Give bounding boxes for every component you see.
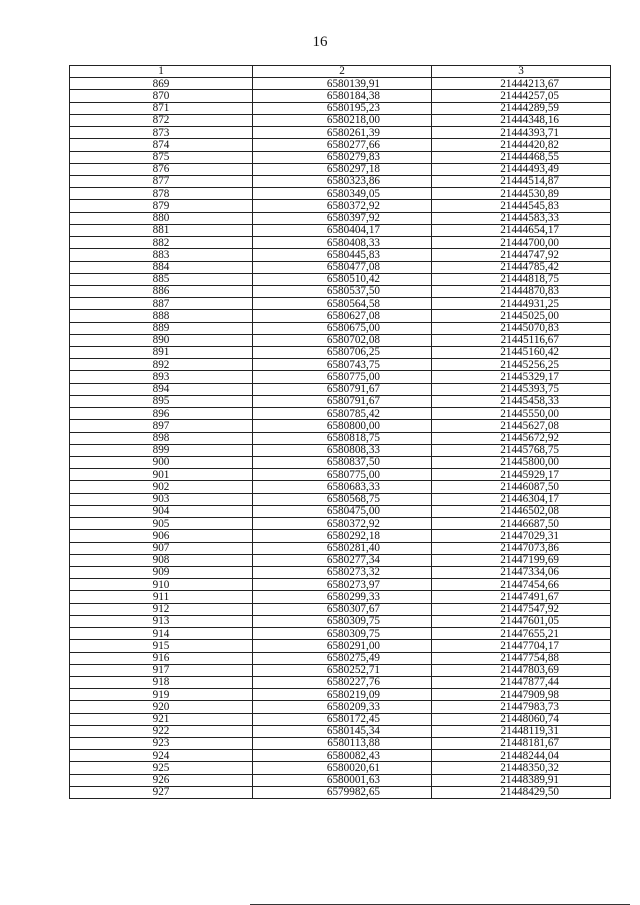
point-number-cell: 880 [70, 212, 253, 224]
point-number-cell: 872 [70, 114, 253, 126]
coordinate-x-cell: 6580172,45 [253, 713, 432, 725]
coordinate-y-cell: 21448060,74 [432, 713, 611, 725]
point-number-cell: 892 [70, 359, 253, 371]
table-row [70, 322, 611, 334]
point-number-cell: 916 [70, 652, 253, 664]
table-row [70, 408, 611, 420]
table-row [70, 664, 611, 676]
point-number-cell: 870 [70, 90, 253, 102]
coordinate-x-cell: 6580139,91 [253, 78, 432, 90]
point-number-cell: 875 [70, 151, 253, 163]
coordinate-y-cell: 21444931,25 [432, 298, 611, 310]
point-number-cell: 877 [70, 175, 253, 187]
coordinate-x-cell: 6580510,42 [253, 273, 432, 285]
point-number-cell: 921 [70, 713, 253, 725]
coordinate-x-cell: 6580309,75 [253, 615, 432, 627]
coordinate-y-cell: 21447199,69 [432, 554, 611, 566]
point-number-cell: 897 [70, 420, 253, 432]
point-number-cell: 919 [70, 689, 253, 701]
table-row [70, 530, 611, 542]
coordinate-x-cell: 6580683,33 [253, 481, 432, 493]
table-row [70, 175, 611, 187]
coordinate-x-cell: 6580277,66 [253, 139, 432, 151]
coordinate-y-cell: 21445458,33 [432, 395, 611, 407]
coordinate-y-cell: 21444785,42 [432, 261, 611, 273]
table-row [70, 554, 611, 566]
coordinate-x-cell: 6580675,00 [253, 322, 432, 334]
coordinate-x-cell: 6580775,00 [253, 371, 432, 383]
point-number-cell: 893 [70, 371, 253, 383]
point-number-cell: 891 [70, 347, 253, 359]
coordinate-y-cell: 21447029,31 [432, 530, 611, 542]
column-header-1: 1 [70, 66, 253, 78]
point-number-cell: 890 [70, 334, 253, 346]
table-row [70, 518, 611, 530]
table-row [70, 310, 611, 322]
point-number-cell: 925 [70, 762, 253, 774]
coordinate-y-cell: 21447754,88 [432, 652, 611, 664]
table-row [70, 237, 611, 249]
coordinate-x-cell: 6580291,00 [253, 640, 432, 652]
coordinate-y-cell: 21447454,66 [432, 579, 611, 591]
point-number-cell: 923 [70, 738, 253, 750]
coordinate-y-cell: 21444468,55 [432, 151, 611, 163]
coordinate-y-cell: 21447655,21 [432, 628, 611, 640]
coordinate-y-cell: 21447704,17 [432, 640, 611, 652]
point-number-cell: 924 [70, 750, 253, 762]
coordinate-y-cell: 21445160,42 [432, 347, 611, 359]
point-number-cell: 894 [70, 383, 253, 395]
coordinate-x-cell: 6580209,33 [253, 701, 432, 713]
point-number-cell: 871 [70, 102, 253, 114]
coordinate-x-cell: 6580292,18 [253, 530, 432, 542]
table-row [70, 603, 611, 615]
coordinate-y-cell: 21447547,92 [432, 603, 611, 615]
coordinate-y-cell: 21445627,08 [432, 420, 611, 432]
coordinate-x-cell: 6580307,67 [253, 603, 432, 615]
point-number-cell: 882 [70, 237, 253, 249]
coordinate-y-cell: 21447601,05 [432, 615, 611, 627]
coordinate-x-cell: 6580309,75 [253, 628, 432, 640]
table-row [70, 114, 611, 126]
coordinates-table [69, 65, 611, 799]
table-row [70, 90, 611, 102]
coordinate-y-cell: 21447909,98 [432, 689, 611, 701]
table-row [70, 505, 611, 517]
table-row [70, 628, 611, 640]
point-number-cell: 911 [70, 591, 253, 603]
coordinate-x-cell: 6580279,83 [253, 151, 432, 163]
coordinate-x-cell: 6580261,39 [253, 127, 432, 139]
point-number-cell: 881 [70, 224, 253, 236]
point-number-cell: 886 [70, 285, 253, 297]
point-number-cell: 918 [70, 676, 253, 688]
point-number-cell: 873 [70, 127, 253, 139]
table-row [70, 371, 611, 383]
table-row [70, 285, 611, 297]
table-row [70, 701, 611, 713]
coordinate-y-cell: 21444213,67 [432, 78, 611, 90]
point-number-cell: 920 [70, 701, 253, 713]
coordinate-y-cell: 21444654,17 [432, 224, 611, 236]
table-row [70, 151, 611, 163]
coordinate-y-cell: 21446087,50 [432, 481, 611, 493]
table-row [70, 212, 611, 224]
coordinate-y-cell: 21448429,50 [432, 786, 611, 798]
table-row [70, 127, 611, 139]
table-row [70, 566, 611, 578]
table-row [70, 481, 611, 493]
table-row [70, 615, 611, 627]
column-header-2: 2 [253, 66, 432, 78]
coordinate-y-cell: 21445800,00 [432, 457, 611, 469]
coordinate-y-cell: 21445329,17 [432, 371, 611, 383]
table-row [70, 359, 611, 371]
coordinate-x-cell: 6580297,18 [253, 163, 432, 175]
coordinate-y-cell: 21445025,00 [432, 310, 611, 322]
coordinate-x-cell: 6580702,08 [253, 334, 432, 346]
table-row [70, 786, 611, 798]
point-number-cell: 914 [70, 628, 253, 640]
table-row [70, 102, 611, 114]
point-number-cell: 909 [70, 566, 253, 578]
coordinate-y-cell: 21444818,75 [432, 273, 611, 285]
point-number-cell: 889 [70, 322, 253, 334]
coordinate-y-cell: 21446687,50 [432, 518, 611, 530]
coordinate-x-cell: 6580408,33 [253, 237, 432, 249]
point-number-cell: 879 [70, 200, 253, 212]
table-row [70, 200, 611, 212]
table-row [70, 78, 611, 90]
coordinate-y-cell: 21447983,73 [432, 701, 611, 713]
point-number-cell: 899 [70, 444, 253, 456]
table-row [70, 444, 611, 456]
coordinate-x-cell: 6580372,92 [253, 200, 432, 212]
coordinate-x-cell: 6580372,92 [253, 518, 432, 530]
coordinate-x-cell: 6580273,32 [253, 566, 432, 578]
table-row [70, 774, 611, 786]
coordinate-x-cell: 6580227,76 [253, 676, 432, 688]
coordinate-y-cell: 21446304,17 [432, 493, 611, 505]
point-number-cell: 900 [70, 457, 253, 469]
coordinate-x-cell: 6580564,58 [253, 298, 432, 310]
point-number-cell: 906 [70, 530, 253, 542]
coordinate-y-cell: 21445929,17 [432, 469, 611, 481]
coordinate-y-cell: 21447491,67 [432, 591, 611, 603]
point-number-cell: 927 [70, 786, 253, 798]
point-number-cell: 874 [70, 139, 253, 151]
coordinate-y-cell: 21448244,04 [432, 750, 611, 762]
point-number-cell: 904 [70, 505, 253, 517]
coordinate-x-cell: 6580785,42 [253, 408, 432, 420]
coordinate-x-cell: 6580219,09 [253, 689, 432, 701]
coordinate-x-cell: 6580299,33 [253, 591, 432, 603]
table-row [70, 640, 611, 652]
coordinate-y-cell: 21448181,67 [432, 738, 611, 750]
coordinate-y-cell: 21444257,05 [432, 90, 611, 102]
coordinate-x-cell: 6580404,17 [253, 224, 432, 236]
coordinate-x-cell: 6580800,00 [253, 420, 432, 432]
coordinate-x-cell: 6580195,23 [253, 102, 432, 114]
coordinate-y-cell: 21444348,16 [432, 114, 611, 126]
coordinate-x-cell: 6580349,05 [253, 188, 432, 200]
table-row [70, 298, 611, 310]
coordinate-y-cell: 21444420,82 [432, 139, 611, 151]
coordinate-x-cell: 6580837,50 [253, 457, 432, 469]
coordinate-y-cell: 21447073,86 [432, 542, 611, 554]
coordinate-y-cell: 21444870,83 [432, 285, 611, 297]
table-row [70, 469, 611, 481]
table-row [70, 457, 611, 469]
coordinate-y-cell: 21445116,67 [432, 334, 611, 346]
table-row [70, 591, 611, 603]
point-number-cell: 903 [70, 493, 253, 505]
point-number-cell: 883 [70, 249, 253, 261]
coordinate-y-cell: 21445550,00 [432, 408, 611, 420]
coordinate-y-cell: 21444747,92 [432, 249, 611, 261]
table-body [70, 78, 611, 799]
coordinate-y-cell: 21448119,31 [432, 725, 611, 737]
point-number-cell: 898 [70, 432, 253, 444]
coordinate-x-cell: 6580323,86 [253, 175, 432, 187]
coordinate-y-cell: 21447334,06 [432, 566, 611, 578]
coordinate-x-cell: 6580706,25 [253, 347, 432, 359]
point-number-cell: 885 [70, 273, 253, 285]
page-number: 16 [312, 34, 328, 50]
point-number-cell: 902 [70, 481, 253, 493]
coordinate-x-cell: 6580218,00 [253, 114, 432, 126]
point-number-cell: 901 [70, 469, 253, 481]
table-row [70, 334, 611, 346]
table-row [70, 750, 611, 762]
point-number-cell: 912 [70, 603, 253, 615]
coordinate-y-cell: 21444393,71 [432, 127, 611, 139]
table-row [70, 383, 611, 395]
table-row [70, 163, 611, 175]
coordinate-y-cell: 21448350,32 [432, 762, 611, 774]
table-row [70, 579, 611, 591]
point-number-cell: 907 [70, 542, 253, 554]
coordinate-x-cell: 6580627,08 [253, 310, 432, 322]
table-row [70, 224, 611, 236]
coordinate-y-cell: 21445256,25 [432, 359, 611, 371]
point-number-cell: 896 [70, 408, 253, 420]
table-row [70, 689, 611, 701]
coordinate-x-cell: 6580184,38 [253, 90, 432, 102]
table-row [70, 420, 611, 432]
point-number-cell: 915 [70, 640, 253, 652]
coordinate-y-cell: 21444530,89 [432, 188, 611, 200]
point-number-cell: 869 [70, 78, 253, 90]
table-row [70, 261, 611, 273]
coordinate-x-cell: 6580281,40 [253, 542, 432, 554]
coordinate-x-cell: 6580252,71 [253, 664, 432, 676]
coordinate-x-cell: 6580145,34 [253, 725, 432, 737]
point-number-cell: 910 [70, 579, 253, 591]
table-row [70, 762, 611, 774]
table-row [70, 139, 611, 151]
coordinate-x-cell: 6580818,75 [253, 432, 432, 444]
coordinate-y-cell: 21445393,75 [432, 383, 611, 395]
point-number-cell: 876 [70, 163, 253, 175]
coordinate-y-cell: 21448389,91 [432, 774, 611, 786]
coordinate-x-cell: 6580475,00 [253, 505, 432, 517]
coordinate-y-cell: 21444700,00 [432, 237, 611, 249]
table-row [70, 493, 611, 505]
point-number-cell: 887 [70, 298, 253, 310]
table-row [70, 347, 611, 359]
coordinate-x-cell: 6580397,92 [253, 212, 432, 224]
table-row [70, 432, 611, 444]
coordinate-x-cell: 6580743,75 [253, 359, 432, 371]
coordinate-y-cell: 21444583,33 [432, 212, 611, 224]
table-row [70, 652, 611, 664]
point-number-cell: 905 [70, 518, 253, 530]
coordinate-x-cell: 6580445,83 [253, 249, 432, 261]
coordinate-x-cell: 6580808,33 [253, 444, 432, 456]
coordinate-x-cell: 6580477,08 [253, 261, 432, 273]
coordinate-x-cell: 6580113,88 [253, 738, 432, 750]
coordinate-x-cell: 6580273,97 [253, 579, 432, 591]
coordinate-x-cell: 6579982,65 [253, 786, 432, 798]
table-row [70, 395, 611, 407]
point-number-cell: 878 [70, 188, 253, 200]
coordinate-y-cell: 21447803,69 [432, 664, 611, 676]
point-number-cell: 926 [70, 774, 253, 786]
point-number-cell: 917 [70, 664, 253, 676]
table-header-row [70, 66, 611, 78]
coordinate-y-cell: 21445768,75 [432, 444, 611, 456]
point-number-cell: 884 [70, 261, 253, 273]
coordinate-x-cell: 6580775,00 [253, 469, 432, 481]
coordinate-y-cell: 21447877,44 [432, 676, 611, 688]
coordinate-x-cell: 6580277,34 [253, 554, 432, 566]
coordinate-y-cell: 21444514,87 [432, 175, 611, 187]
coordinate-y-cell: 21445070,83 [432, 322, 611, 334]
table-row [70, 273, 611, 285]
coordinate-x-cell: 6580020,61 [253, 762, 432, 774]
point-number-cell: 895 [70, 395, 253, 407]
table-row [70, 725, 611, 737]
coordinate-x-cell: 6580537,50 [253, 285, 432, 297]
coordinate-x-cell: 6580001,63 [253, 774, 432, 786]
table-row [70, 676, 611, 688]
point-number-cell: 922 [70, 725, 253, 737]
coordinate-y-cell: 21444545,83 [432, 200, 611, 212]
coordinate-x-cell: 6580082,43 [253, 750, 432, 762]
coordinate-y-cell: 21445672,92 [432, 432, 611, 444]
column-header-3: 3 [432, 66, 611, 78]
coordinate-x-cell: 6580275,49 [253, 652, 432, 664]
coordinate-x-cell: 6580791,67 [253, 383, 432, 395]
table-row [70, 249, 611, 261]
table-row [70, 188, 611, 200]
coordinate-y-cell: 21444289,59 [432, 102, 611, 114]
coordinate-y-cell: 21446502,08 [432, 505, 611, 517]
table-row [70, 713, 611, 725]
coordinate-y-cell: 21444493,49 [432, 163, 611, 175]
point-number-cell: 908 [70, 554, 253, 566]
coordinate-x-cell: 6580568,75 [253, 493, 432, 505]
table-row [70, 542, 611, 554]
table-row [70, 738, 611, 750]
point-number-cell: 888 [70, 310, 253, 322]
coordinate-x-cell: 6580791,67 [253, 395, 432, 407]
point-number-cell: 913 [70, 615, 253, 627]
